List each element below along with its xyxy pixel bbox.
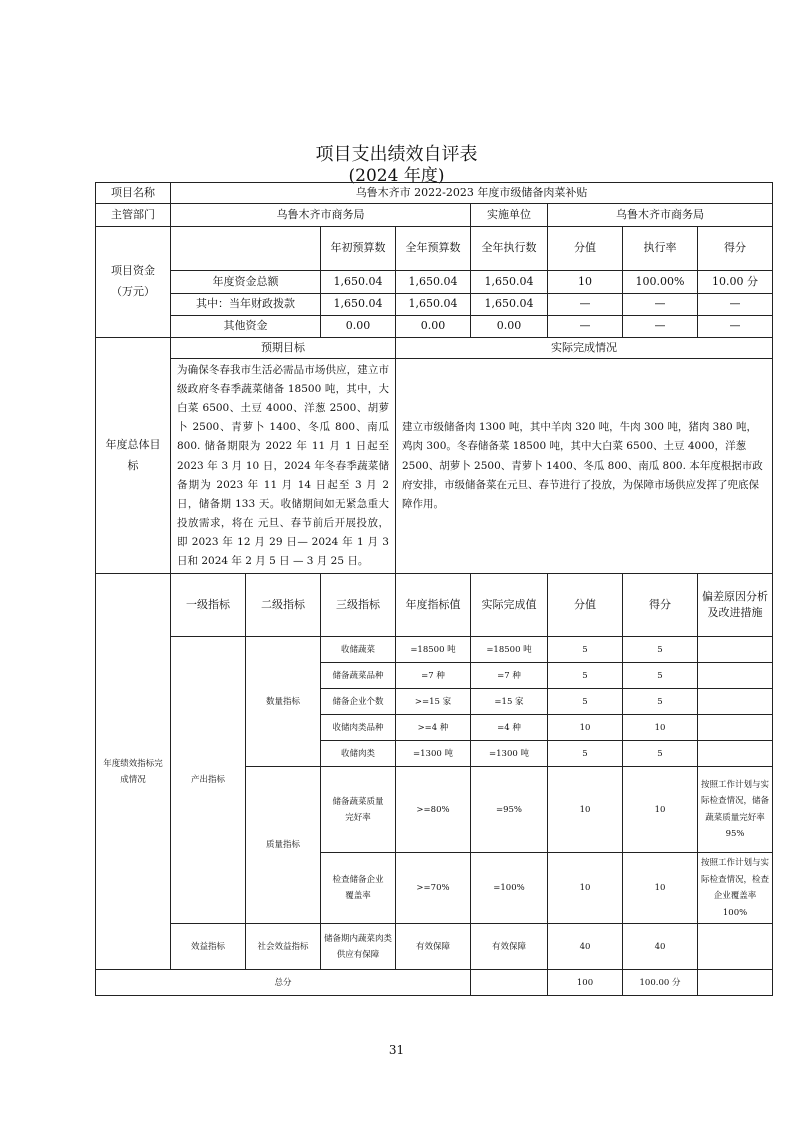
funds-cell: 1,650.04 [396,294,471,316]
funds-label: 项目资金 （万元） [96,227,171,338]
total-blank [471,970,548,996]
indicator-note [698,663,773,689]
indicator-score: 10 [548,715,623,741]
funds-header: 全年预算数 [396,227,471,271]
evaluation-table [95,182,773,996]
indicator-target: >=70% [396,853,471,924]
indicator-got: 10 [623,853,698,924]
impl-unit-value: 乌鲁木齐市商务局 [548,204,773,227]
funds-row-label: 年度资金总额 [171,271,321,294]
level2-quality: 质量指标 [246,767,321,924]
indicator-header: 年度指标值 [396,574,471,637]
funds-cell: 1,650.04 [321,294,396,316]
funds-cell: 100.00% [623,271,698,294]
funds-cell: 1,650.04 [321,271,396,294]
indicator-actual: =18500 吨 [471,637,548,663]
indicator-actual: =4 种 [471,715,548,741]
indicator-target: =1300 吨 [396,741,471,767]
funds-header: 全年执行数 [471,227,548,271]
funds-cell: — [698,316,773,338]
project-name-label: 项目名称 [96,183,171,204]
indicator-got: 5 [623,637,698,663]
indicator-name: 储备期内蔬菜肉类供应有保障 [321,924,396,970]
total-score: 100 [548,970,623,996]
funds-header: 执行率 [623,227,698,271]
indicator-score: 5 [548,689,623,715]
indicator-note: 按照工作计划与实际检查情况，检查企业覆盖率 100% [698,853,773,924]
funds-cell: 0.00 [396,316,471,338]
indicator-name: 储备蔬菜质量完好率 [321,767,396,853]
indicator-name: 储备企业个数 [321,689,396,715]
indicator-got: 5 [623,663,698,689]
indicator-actual: 有效保障 [471,924,548,970]
funds-header-blank [171,227,321,271]
indicator-got: 5 [623,741,698,767]
funds-cell: 1,650.04 [471,294,548,316]
impl-unit-label: 实施单位 [471,204,548,227]
indicator-score: 5 [548,663,623,689]
indicator-got: 10 [623,715,698,741]
funds-row-label: 其他资金 [171,316,321,338]
total-label: 总分 [96,970,471,996]
indicator-target: >=15 家 [396,689,471,715]
indicator-note: 按照工作计划与实际检查情况，储备蔬菜质量完好率 95% [698,767,773,853]
funds-header: 年初预算数 [321,227,396,271]
indicator-target: 有效保障 [396,924,471,970]
indicator-got: 5 [623,689,698,715]
funds-cell: — [698,294,773,316]
funds-cell: — [548,294,623,316]
level2-social: 社会效益指标 [246,924,321,970]
indicator-target: >=4 种 [396,715,471,741]
total-got: 100.00 分 [623,970,698,996]
indicator-actual: =100% [471,853,548,924]
total-note-blank [698,970,773,996]
page-title: 项目支出绩效自评表 [315,144,478,165]
indicator-score: 5 [548,637,623,663]
funds-cell: — [623,294,698,316]
level1-output: 产出指标 [171,637,246,924]
indicator-header: 偏差原因分析及改进措施 [698,574,773,637]
indicator-got: 10 [623,767,698,853]
indicator-note [698,741,773,767]
expected-goal-header: 预期目标 [171,338,396,359]
funds-cell: — [548,316,623,338]
funds-cell: 10.00 分 [698,271,773,294]
indicator-header: 分值 [548,574,623,637]
funds-cell: 1,650.04 [471,271,548,294]
indicator-name: 检查储备企业覆盖率 [321,853,396,924]
page-number: 31 [388,1043,405,1057]
funds-cell: 1,650.04 [396,271,471,294]
indicator-target: =18500 吨 [396,637,471,663]
indicator-note [698,715,773,741]
funds-cell: 0.00 [471,316,548,338]
goals-label: 年度总体目标 [96,338,171,574]
indicator-name: 收储蔬菜 [321,637,396,663]
actual-completion-header: 实际完成情况 [396,338,773,359]
indicator-score: 5 [548,741,623,767]
indicator-target: =7 种 [396,663,471,689]
indicator-score: 10 [548,767,623,853]
indicator-note [698,689,773,715]
indicator-target: >=80% [396,767,471,853]
dept-value: 乌鲁木齐市商务局 [171,204,471,227]
funds-header: 得分 [698,227,773,271]
funds-cell: — [623,316,698,338]
page-subtitle: (2024 年度) [348,166,445,186]
level2-quantity: 数量指标 [246,637,321,767]
indicator-header: 得分 [623,574,698,637]
funds-cell: 10 [548,271,623,294]
indicator-name: 收储肉类 [321,741,396,767]
indicator-note [698,637,773,663]
indicator-header: 二级指标 [246,574,321,637]
indicator-score: 10 [548,853,623,924]
funds-header: 分值 [548,227,623,271]
level1-benefit: 效益指标 [171,924,246,970]
indicator-header: 一级指标 [171,574,246,637]
expected-goal-text: 为确保冬春我市生活必需品市场供应，建立市级政府冬春季蔬菜储备 18500 吨，其中，大白菜 6500、土豆 4000、洋葱 2500、胡萝卜 2500、青萝卜 1400、冬瓜 800、南瓜 800. 储备期限为 2022 年 11 月 1 日起至 2023 年 3 月 10 日，2024 年冬春季蔬菜储备期为 2023 年 11 月 14 日起至 3 月 2 日，储备期 133 天。收储期间如无紧急重大投放需求，将在 元旦、春节前后开展投放，即 2023 年 12 月 29 日— 2024 年 1 月 3 日和 2024 年 2 月 5 日 — 3 月 25 日。 [171,359,396,574]
dept-label: 主管部门 [96,204,171,227]
indicator-header: 实际完成值 [471,574,548,637]
indicator-note [698,924,773,970]
indicator-actual: =7 种 [471,663,548,689]
actual-completion-text: 建立市级储备肉 1300 吨，其中羊肉 320 吨，牛肉 300 吨，猪肉 380 吨，鸡肉 300。冬春储备菜 18500 吨，其中大白菜 6500、土豆 4000，洋葱 2500、胡萝卜 2500、青萝卜 1400、冬瓜 800、南瓜 800. 本年度根据市政府安排，市级储备菜在元旦、春节进行了投放，为保障市场供应发挥了兜底保障作用。 [396,359,773,574]
indicator-name: 储备蔬菜品种 [321,663,396,689]
project-name-value: 乌鲁木齐市 2022-2023 年度市级储备肉菜补贴 [171,183,773,204]
indicator-actual: =95% [471,767,548,853]
indicator-header: 三级指标 [321,574,396,637]
indicator-name: 收储肉类品种 [321,715,396,741]
funds-row-label: 其中：当年财政拨款 [171,294,321,316]
indicator-score: 40 [548,924,623,970]
indicators-label: 年度绩效指标完成情况 [96,574,171,970]
indicator-actual: =15 家 [471,689,548,715]
funds-cell: 0.00 [321,316,396,338]
indicator-actual: =1300 吨 [471,741,548,767]
indicator-got: 40 [623,924,698,970]
